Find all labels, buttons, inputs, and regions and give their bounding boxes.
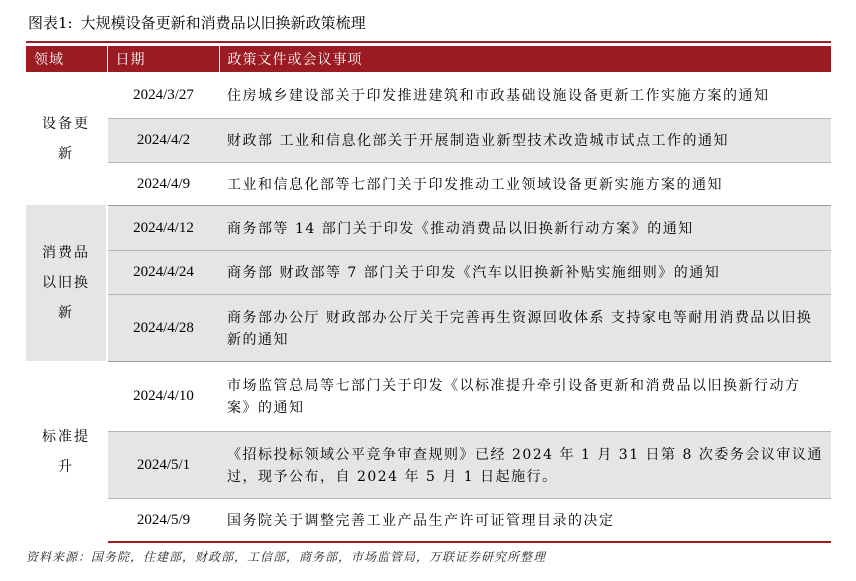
row-date: 2024/5/9 xyxy=(107,498,219,542)
row-policy: 《招标投标领域公平竞争审查规则》已经 2024 年 1 月 31 日第 8 次委务会议审议通过，现予公布，自 2024 年 5 月 1 日起施行。 xyxy=(219,431,831,498)
row-date: 2024/4/24 xyxy=(107,250,219,294)
source-note: 资料来源：国务院，住建部，财政部，工信部，商务部，市场监管局，万联证券研究所整理 xyxy=(26,550,547,564)
table-row xyxy=(26,205,831,250)
row-policy: 市场监管总局等七部门关于印发《以标准提升牵引设备更新和消费品以旧换新行动方案》的通知 xyxy=(227,378,801,416)
table-row xyxy=(26,498,831,542)
figure-title xyxy=(26,8,831,43)
header-policy: 政策文件或会议事项 xyxy=(219,46,831,72)
table-row xyxy=(26,118,831,162)
table-row xyxy=(26,72,831,118)
row-date: 2024/5/1 xyxy=(107,431,219,498)
table-row xyxy=(26,294,831,361)
row-policy: 工业和信息化部等七部门关于印发推动工业领域设备更新实施方案的通知 xyxy=(219,162,831,205)
table-row xyxy=(26,431,831,498)
row-date: 2024/4/9 xyxy=(107,162,219,205)
group-label: 消费品以旧换新 xyxy=(26,205,107,361)
row-date: 2024/3/27 xyxy=(133,86,194,103)
header-date: 日期 xyxy=(107,46,219,72)
row-policy: 商务部办公厅 财政部办公厅关于完善再生资源回收体系 支持家电等耐用消费品以旧换新的通知 xyxy=(219,294,831,361)
row-policy: 财政部 工业和信息化部关于开展制造业新型技术改造城市试点工作的通知 xyxy=(219,118,831,162)
group-label: 设备更新 xyxy=(26,72,107,205)
table-row xyxy=(26,361,831,431)
row-policy: 住房城乡建设部关于印发推进建筑和市政基础设施设备更新工作实施方案的通知 xyxy=(227,87,770,104)
row-policy: 国务院关于调整完善工业产品生产许可证管理目录的决定 xyxy=(219,498,831,542)
figure-label: 图表1: xyxy=(28,14,73,32)
figure-title-text: 大规模设备更新和消费品以旧换新政策梳理 xyxy=(80,14,366,32)
row-date: 2024/4/28 xyxy=(107,294,219,361)
group-label: 标准提升 xyxy=(26,361,107,542)
row-date: 2024/4/12 xyxy=(107,205,219,250)
table-row xyxy=(26,250,831,294)
policy-table xyxy=(26,46,831,543)
row-policy: 商务部 财政部等 7 部门关于印发《汽车以旧换新补贴实施细则》的通知 xyxy=(219,250,831,294)
row-policy: 商务部等 14 部门关于印发《推动消费品以旧换新行动方案》的通知 xyxy=(219,205,831,250)
header-domain: 领域 xyxy=(26,46,107,72)
table-row xyxy=(26,162,831,205)
row-date: 2024/4/10 xyxy=(133,388,194,404)
table-header-row xyxy=(26,46,831,72)
row-date: 2024/4/2 xyxy=(107,118,219,162)
